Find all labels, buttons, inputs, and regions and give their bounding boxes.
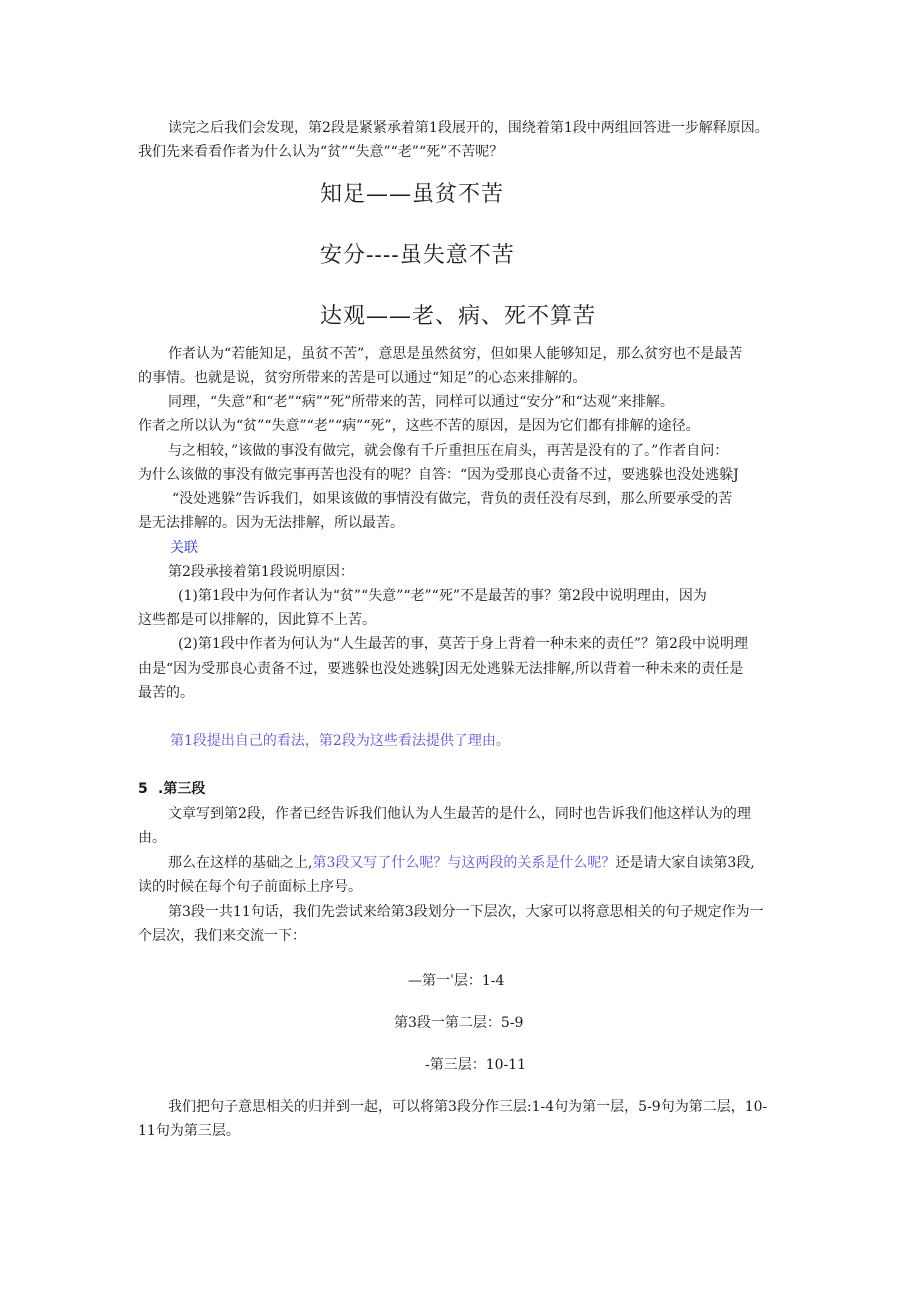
para-3-line-1: 与之相较，”该做的事没有做完，就会像有千斤重担压在肩头，再苦是没有的了。”作者自问： (168, 443, 729, 459)
para-4-line-1: “没处逃躲”告诉我们，如果该做的事情没有做完，背负的责任没有尽到，那么所要承受的苦 (172, 491, 733, 507)
layer-1: —第一ˈ层：1-4 (408, 973, 505, 989)
section-5-para-2-line-1 (168, 853, 755, 873)
para-4-line-2: 是无法排解的。因为无法排解，所以最苦。 (138, 515, 404, 531)
section-5-para-4-line-1: 我们把句子意思相关的归并到一起，可以将第3段分作三层:1-4句为第一层，5-9句为第二层，10- (168, 1099, 768, 1115)
section-5-para-2-line-2: 读的时候在每个句子前面标上序号。 (138, 879, 362, 895)
relation-summary: 第1段提出自己的看法，第2段为这些看法提供了理由。 (170, 733, 510, 749)
para-1-line-2: 的事情。也就是说，贫穷所带来的苦是可以通过“知足”的心态来排解的。 (138, 370, 587, 386)
para-3-line-2: 为什么该做的事没有做完事再苦也没有的呢？自答：“因为受那良心责备不过，要逃躲也没处逃躲J (138, 467, 739, 483)
relation-label: 关联 (170, 540, 198, 556)
relation-q2-line-3: 最苦的。 (138, 685, 194, 701)
intro-line-1: 读完之后我们会发现，第2段是紧紧承着第1段展开的，围绕着第1段中两组回答进一步解释原因。 (168, 120, 769, 136)
relation-q1-line-1: (1)第1段中为何作者认为“贫”“失意”“老”“死”不是最苦的事？第2段中说明理由，因为 (178, 588, 707, 604)
relation-q2-line-2: 由是“因为受那良心责备不过，要逃躲也没处逃躲J因无处逃躲无法排解,所以背着一种未来的责任是 (138, 661, 744, 677)
section-5-para-3-line-1: 第3段一共11句话，我们先尝试来给第3段划分一下层次，大家可以将意思相关的句子规定作为一 (168, 904, 764, 920)
section-5-para-1-line-1: 文章写到第2段，作者已经告诉我们他认为人生最苦的是什么，同时也告诉我们他这样认为的理 (168, 806, 751, 822)
heading-anfen: 安分----虽失意不苦 (320, 243, 515, 268)
para-2-line-2: 作者之所以认为“贫”“失意”“老”“病”“死”，这些不苦的原因，是因为它们都有排解的途径。 (138, 418, 700, 434)
section-5-title: .第三段 (158, 781, 206, 797)
para-2-suffix: 还是请大家自读第3段, (615, 855, 755, 871)
para-2-line-1: 同理，“失意”和“老”“病”“死”所带来的苦，同样可以通过“安分”和“达观”来排解。 (168, 394, 674, 410)
para-2-highlight: 第3段又写了什么呢？与这两段的关系是什么呢？ (312, 855, 616, 871)
section-5-para-1-line-2: 由。 (138, 830, 166, 846)
layer-2: 第3段一第二层：5-9 (394, 1015, 524, 1031)
section-5-para-4-line-2: 11句为第三层。 (138, 1123, 240, 1139)
layer-3: -第三层：10-11 (425, 1057, 527, 1073)
intro-line-2: 我们先来看看作者为什么认为“贫”“失意”“老”“死”不苦呢？ (138, 144, 504, 160)
para-1-line-1: 作者认为“若能知足，虽贫不苦”，意思是虽然贫穷，但如果人能够知足，那么贫穷也不是最苦 (168, 346, 743, 362)
section-5-para-3-line-2: 个层次，我们来交流一下： (138, 928, 306, 944)
relation-q1-line-2: 这些都是可以排解的，因此算不上苦。 (138, 612, 376, 628)
relation-intro: 第2段承接着第1段说明原因： (168, 564, 354, 580)
section-5-number: 5 (138, 781, 148, 797)
heading-daguan: 达观——老、病、死不算苦 (320, 304, 597, 329)
para-2-prefix: 那么在这样的基础之上, (168, 855, 313, 871)
heading-zhizu: 知足——虽贫不苦 (320, 182, 505, 207)
relation-q2-line-1: (2)第1段中作者为何认为“人生最苦的事，莫苦于身上背着一种未来的责任”？第2段中说明理 (178, 636, 748, 652)
